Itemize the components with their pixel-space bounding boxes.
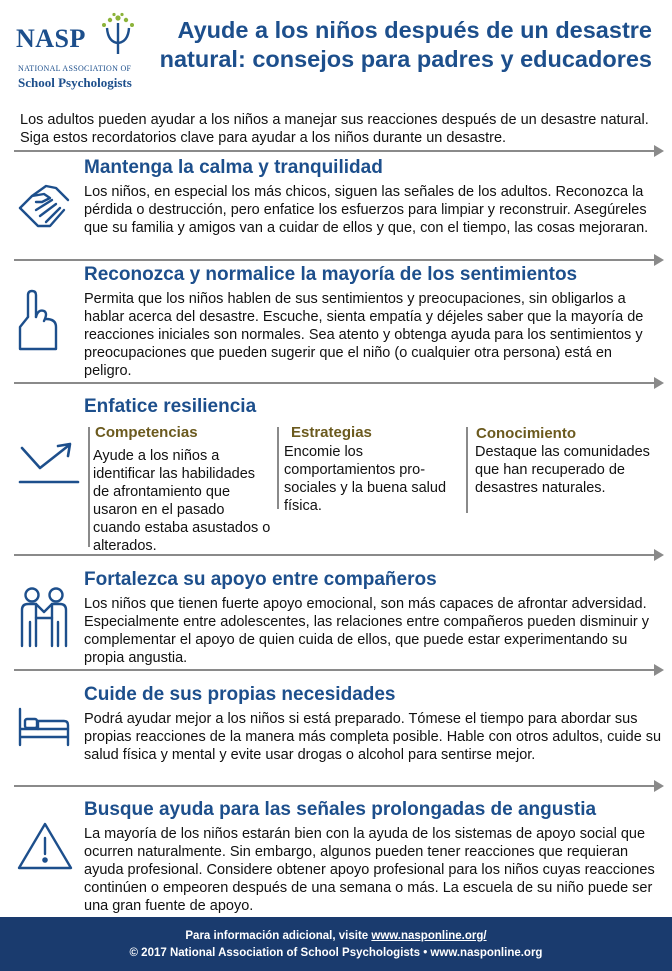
- footer-info-prefix: Para información adicional, visite: [185, 930, 372, 942]
- column-body-competencias: Ayude a los niños a identificar las habilidades de afrontamiento que usaron en el pasado cuando estaba asustados o alterados.: [93, 448, 271, 554]
- footer-website-link[interactable]: www.nasponline.org/: [371, 930, 487, 942]
- column-body-estrategias: Encomie los comportamientos pro-sociales y la buena salud física.: [284, 444, 447, 514]
- section-divider-arrow: [14, 145, 664, 157]
- column-divider: [88, 427, 90, 547]
- rising-arrow-icon: [18, 440, 80, 486]
- nasp-logo: [14, 12, 144, 92]
- section-body-self-care: Podrá ayudar mejor a los niños si está preparado. Tómese el tiempo para abordar sus propias reacciones de la manera más completa posible. Hable con otros adultos, cuide su salud física y mental y evite usar drogas o alcohol para sentirse mejor.: [84, 711, 662, 763]
- column-divider: [466, 427, 468, 513]
- section-body-peer-support: Los niños que tienen fuerte apoyo emocional, son más capaces de afrontar adversidad. Especialmente entre adolescentes, las relaciones entre compañeros pueden disminuir y complementar el apoyo de quien cuida de ellos, que puede estar experimentando su propia angustia.: [84, 596, 650, 666]
- tree-logo-icon: [98, 12, 138, 56]
- logo-subtitle-line1: NATIONAL ASSOCIATION OF: [18, 64, 132, 73]
- column-heading-conocimiento: Conocimiento: [476, 425, 576, 442]
- section-divider-arrow: [14, 377, 664, 389]
- column-heading-estrategias: Estrategias: [291, 424, 372, 441]
- footer: [0, 917, 672, 971]
- section-title-seek-help: Busque ayuda para las señales prolongadas de angustia: [84, 799, 597, 820]
- footer-copyright: © 2017 National Association of School Psychologists • www.nasponline.org: [129, 947, 543, 959]
- people-embrace-icon: [16, 586, 72, 648]
- column-divider: [277, 427, 279, 509]
- logo-wordmark: NASP: [16, 24, 86, 53]
- column-heading-competencias: Competencias: [95, 424, 198, 441]
- section-divider-arrow: [14, 664, 664, 676]
- intro-text: Los adultos pueden ayudar a los niños a manejar sus reacciones después de un desastre natural. Siga estos recordatorios clave para ayudar a los niños durante un desastre.: [20, 112, 649, 146]
- logo-subtitle-line2: School Psychologists: [18, 75, 132, 90]
- section-divider-arrow: [14, 549, 664, 561]
- footer-info-line: [0, 930, 672, 942]
- section-body-calm: Los niños, en especial los más chicos, siguen las señales de los adultos. Reconozca la pérdida o destrucción, pero enfatice los esfuerzos para limpiar y reconstruir. Asegúreles que su familia y amigos van a cuidar de ellos y que, con el tiempo, las cosas mejoraran.: [84, 184, 649, 236]
- hands-holding-icon: [16, 180, 72, 234]
- section-divider-arrow: [14, 780, 664, 792]
- section-title-calm: Mantenga la calma y tranquilidad: [84, 157, 383, 178]
- section-title-peer-support: Fortalezca su apoyo entre compañeros: [84, 569, 437, 590]
- section-title-resilience: Enfatice resiliencia: [84, 396, 257, 417]
- section-body-feelings: Permita que los niños hablen de sus sentimientos y preocupaciones, sin obligarlos a hablar acerca del desastre. Escuche, sienta empatía y déjeles saber que la mayoría de reacciones iniciales son normales. Sea atento y obtenga ayuda para los sentimientos y preocupaciones que pueden sugerir que el niño (o cualquier otra persona) está en peligro.: [84, 291, 644, 379]
- section-body-seek-help: La mayoría de los niños estarán bien con la ayuda de los sistemas de apoyo social que ocurren naturalmente. Sin embargo, algunos pueden tener reacciones que requieran ayuda profesional. Considere obtener apoyo profesional para los niños cuyas reacciones continúen o empeoren después de una semana o más. La escuela de su niño puede ser una gran fuente de apoyo.: [84, 826, 655, 914]
- bed-icon: [16, 705, 72, 747]
- section-title-feelings: Reconozca y normalice la mayoría de los sentimientos: [84, 264, 578, 285]
- section-title-self-care: Cuide de sus propias necesidades: [84, 684, 396, 705]
- warning-icon: [16, 820, 74, 872]
- column-body-conocimiento: Destaque las comunidades que han recuperado de desastres naturales.: [475, 444, 650, 496]
- raised-hand-icon: [16, 287, 60, 353]
- page-title: Ayude a los niños después de un desastre natural: consejos para padres y educadores: [159, 17, 652, 72]
